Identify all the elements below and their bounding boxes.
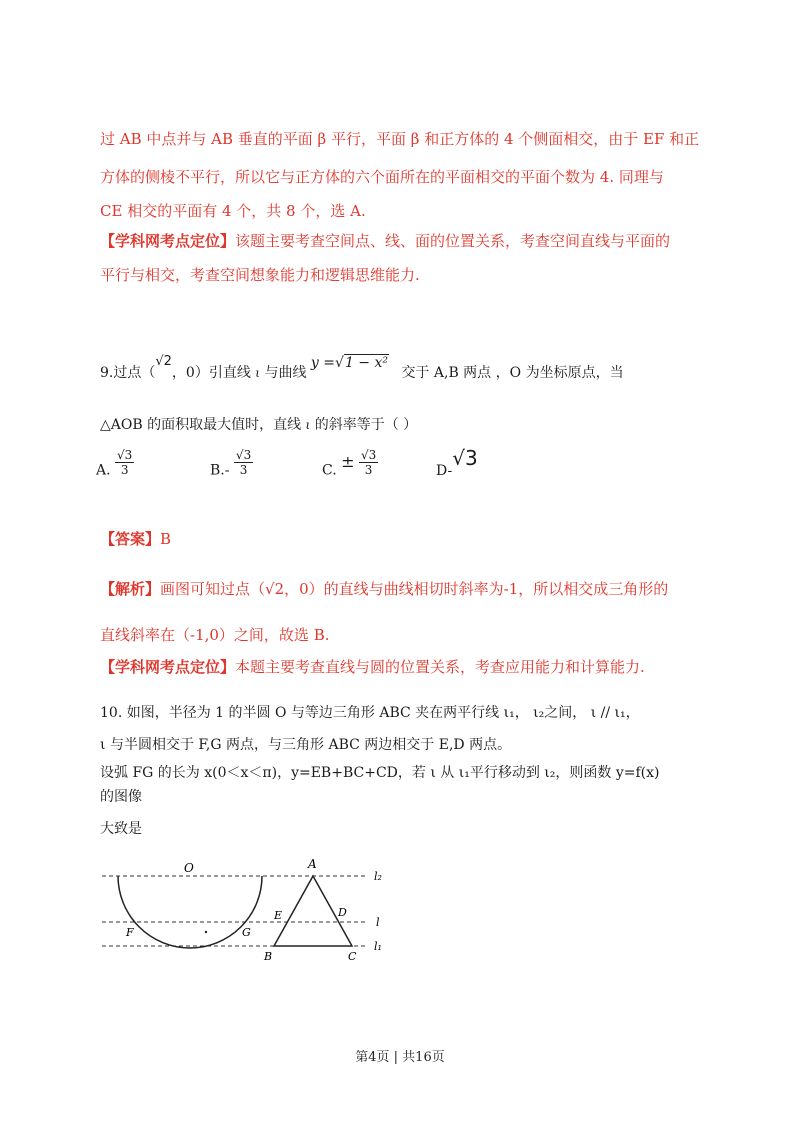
option-c-label: C.	[322, 462, 337, 479]
option-b-den: 3	[239, 463, 248, 477]
option-a-num: √3	[117, 448, 133, 462]
kp9-text: 本题主要考查直线与圆的位置关系，考查应用能力和计算能力.	[235, 658, 645, 676]
q9-text-1: 过点（	[113, 365, 156, 381]
label-l: l	[376, 916, 380, 929]
label-e: E	[274, 909, 283, 922]
option-a-frac	[115, 448, 134, 477]
label-d: D	[338, 906, 347, 919]
q9-ell-2: ι	[305, 418, 311, 432]
q9-sqrt-sign: √	[335, 355, 344, 371]
option-c-den: 3	[364, 463, 373, 477]
explain-tag: 【解析】	[100, 580, 161, 598]
q10-line-2: ι 与半圆相交于 F,G 两点，与三角形 ABC 两边相交于 E,D 两点。	[100, 737, 512, 753]
label-l2: l₂	[374, 870, 382, 883]
option-b-label: B.-	[210, 462, 230, 479]
option-a-label: A.	[96, 462, 111, 479]
option-a[interactable]	[96, 448, 134, 485]
q9-eq-lhs: y =	[310, 355, 336, 371]
answer-tag: 【答案】	[100, 530, 161, 548]
q9-text-2b: 的斜率等于（ ）	[314, 417, 418, 433]
label-o: O	[184, 861, 194, 875]
page-number: 第4页 | 共16页	[355, 1050, 445, 1065]
q9-text-4: 交于 A,B 两点 ，O 为坐标原点，当	[401, 365, 624, 381]
option-a-den: 3	[120, 463, 129, 477]
kp9-line	[100, 656, 645, 677]
q10-line-5: 大致是	[100, 821, 142, 837]
label-c: C	[348, 950, 357, 963]
q9-text-2a: △AOB 的面积取最大值时，直线	[100, 417, 302, 433]
q9-ell: ι	[255, 366, 261, 380]
q9-number: 9.	[100, 365, 114, 381]
explain-text-1: 画图可知过点（√2，0）的直线与曲线相切时斜率为-1，所以相交成三角形的	[160, 580, 669, 598]
analysis-line-2: 方体的侧棱不平行，所以它与正方体的六个面所在的平面相交的平面个数为 4. 同理与	[100, 168, 664, 186]
geometry-figure	[96, 852, 406, 964]
q10-line-3: 设弧 FG 的长为 x(0＜x＜π)，y=EB+BC+CD，若 ι 从 ι₁平行移动到 ι₂，则函数 y=f(x)	[100, 765, 660, 781]
semicircle	[118, 876, 262, 948]
center-dot	[205, 931, 207, 933]
answer-value: B	[160, 530, 172, 548]
option-d[interactable]	[436, 446, 478, 480]
label-a: A	[308, 857, 317, 871]
kp9-tag: 【学科网考点定位】	[100, 658, 236, 676]
option-b[interactable]	[210, 448, 253, 485]
option-c-frac	[359, 448, 378, 477]
option-d-label: D-	[436, 463, 453, 479]
label-b: B	[264, 950, 273, 963]
option-d-value: √3	[452, 446, 478, 470]
q9-text-2: ，0）引直线	[171, 365, 251, 381]
explain-line-2: 直线斜率在（-1,0）之间，故选 B.	[100, 626, 330, 644]
kp-tag: 【学科网考点定位】	[100, 232, 236, 250]
q9-line-1	[100, 354, 624, 382]
kp-text-1: 该题主要考查空间点、线、面的位置关系，考查空间直线与平面的	[235, 232, 671, 250]
label-l1: l₁	[374, 940, 382, 953]
q9-line-2	[100, 414, 417, 434]
analysis-line-3: CE 相交的平面有 4 个，共 8 个，选 A.	[100, 202, 366, 220]
kp-line-1	[100, 230, 670, 251]
explain-line-1	[100, 578, 668, 599]
option-b-num: √3	[235, 448, 252, 462]
q9-eq-rad: 1 − x²	[344, 355, 388, 371]
answer-line	[100, 528, 171, 549]
q10-line-4: 的图像	[100, 789, 142, 805]
q9-sqrt2: √2	[155, 354, 172, 369]
q9-text-3: 与曲线	[264, 365, 307, 381]
option-c-num: √3	[360, 448, 377, 462]
q10-line-1: 10. 如图，半径为 1 的半圆 O 与等边三角形 ABC 夹在两平行线 ι₁， ι₂之间， ι // ι₁，	[100, 705, 640, 721]
analysis-line-1: 过 AB 中点并与 AB 垂直的平面 β 平行，平面 β 和正方体的 4 个侧面相交，由于 EF 和正	[100, 130, 700, 148]
label-f: F	[126, 926, 134, 939]
kp-line-2: 平行与相交，考查空间想象能力和逻辑思维能力.	[100, 266, 420, 284]
option-b-frac	[234, 448, 253, 477]
option-c-pm: ±	[341, 451, 355, 471]
option-c[interactable]	[322, 448, 378, 485]
label-g: G	[242, 926, 251, 939]
